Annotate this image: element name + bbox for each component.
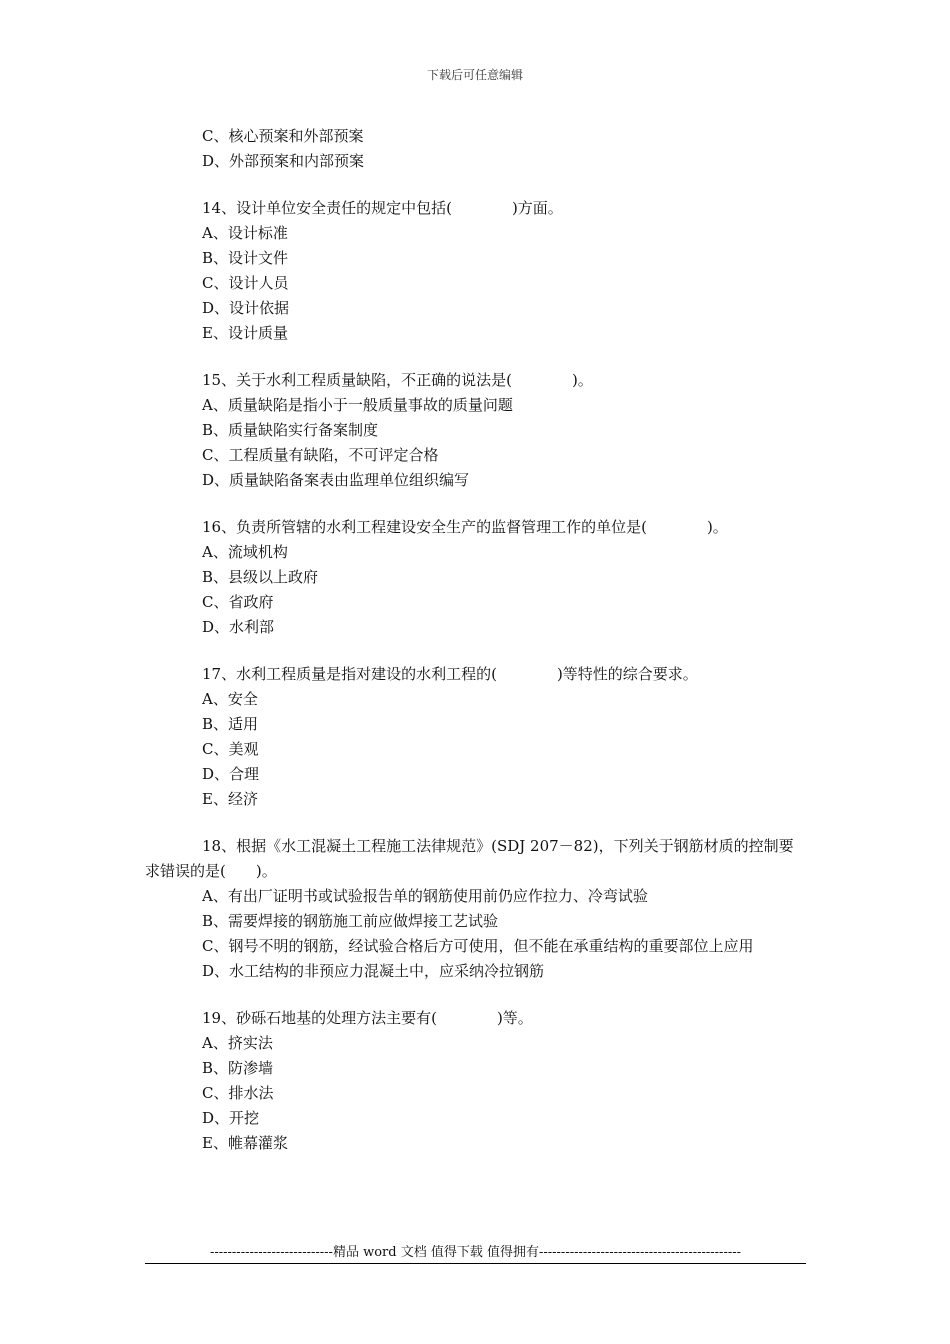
option-a: A、挤实法 (202, 1034, 273, 1052)
option-d: D、开挖 (202, 1109, 260, 1127)
option-d: D、水利部 (202, 618, 275, 636)
option-b: B、质量缺陷实行备案制度 (202, 421, 379, 439)
page-header: 下载后可任意编辑 (426, 68, 523, 82)
option-d: D、质量缺陷备案表由监理单位组织编写 (202, 471, 470, 489)
option-d: D、合理 (202, 765, 260, 783)
option-c: C、设计人员 (202, 274, 289, 292)
option-d: D、水工结构的非预应力混凝土中，应采纳冷拉钢筋 (202, 962, 545, 980)
option-c: C、工程质量有缺陷，不可评定合格 (202, 446, 439, 464)
option-a: A、有出厂证明书或试验报告单的钢筋使用前仍应作拉力、冷弯试验 (202, 887, 648, 905)
option-b: B、设计文件 (202, 249, 289, 267)
question-14-stem: 14、设计单位安全责任的规定中包括( )方面。 (202, 199, 563, 217)
option-c: C、钢号不明的钢筋，经试验合格后方可使用，但不能在承重结构的重要部位上应用 (202, 937, 754, 955)
option-e: E、经济 (202, 790, 258, 808)
option-c: C、美观 (202, 740, 259, 758)
question-15-stem: 15、关于水利工程质量缺陷，不正确的说法是( )。 (202, 371, 593, 389)
option-a: A、质量缺陷是指小于一般质量事故的质量问题 (202, 396, 513, 414)
option-c: C、省政府 (202, 593, 274, 611)
option-b: B、适用 (202, 715, 259, 733)
option-e: E、设计质量 (202, 324, 288, 342)
option-c: C、核心预案和外部预案 (202, 127, 364, 145)
option-a: A、安全 (202, 690, 258, 708)
question-17-stem: 17、水利工程质量是指对建设的水利工程的( )等特性的综合要求。 (202, 665, 698, 683)
option-b: B、防渗墙 (202, 1059, 274, 1077)
option-a: A、流域机构 (202, 543, 288, 561)
question-18-stem: 18、根据《水工混凝土工程施工法律规范》(SDJ 207－82)，下列关于钢筋材质的控制要求错误的是( )。 (145, 837, 794, 880)
option-b: B、需要焊接的钢筋施工前应做焊接工艺试验 (202, 912, 499, 930)
option-b: B、县级以上政府 (202, 568, 319, 586)
question-16-stem: 16、负责所管辖的水利工程建设安全生产的监督管理工作的单位是( )。 (202, 518, 728, 536)
option-e: E、帷幕灌浆 (202, 1134, 288, 1152)
option-d: D、设计依据 (202, 299, 290, 317)
question-19-stem: 19、砂砾石地基的处理方法主要有( )等。 (202, 1009, 533, 1027)
footer-rule (145, 1263, 806, 1264)
page-footer: ----------------------------精品 word 文档 值得下载 值得拥有---------------------------------------------- (209, 1245, 742, 1260)
document-body (145, 124, 805, 1156)
option-d: D、外部预案和内部预案 (202, 152, 365, 170)
option-a: A、设计标准 (202, 224, 288, 242)
option-c: C、排水法 (202, 1084, 274, 1102)
